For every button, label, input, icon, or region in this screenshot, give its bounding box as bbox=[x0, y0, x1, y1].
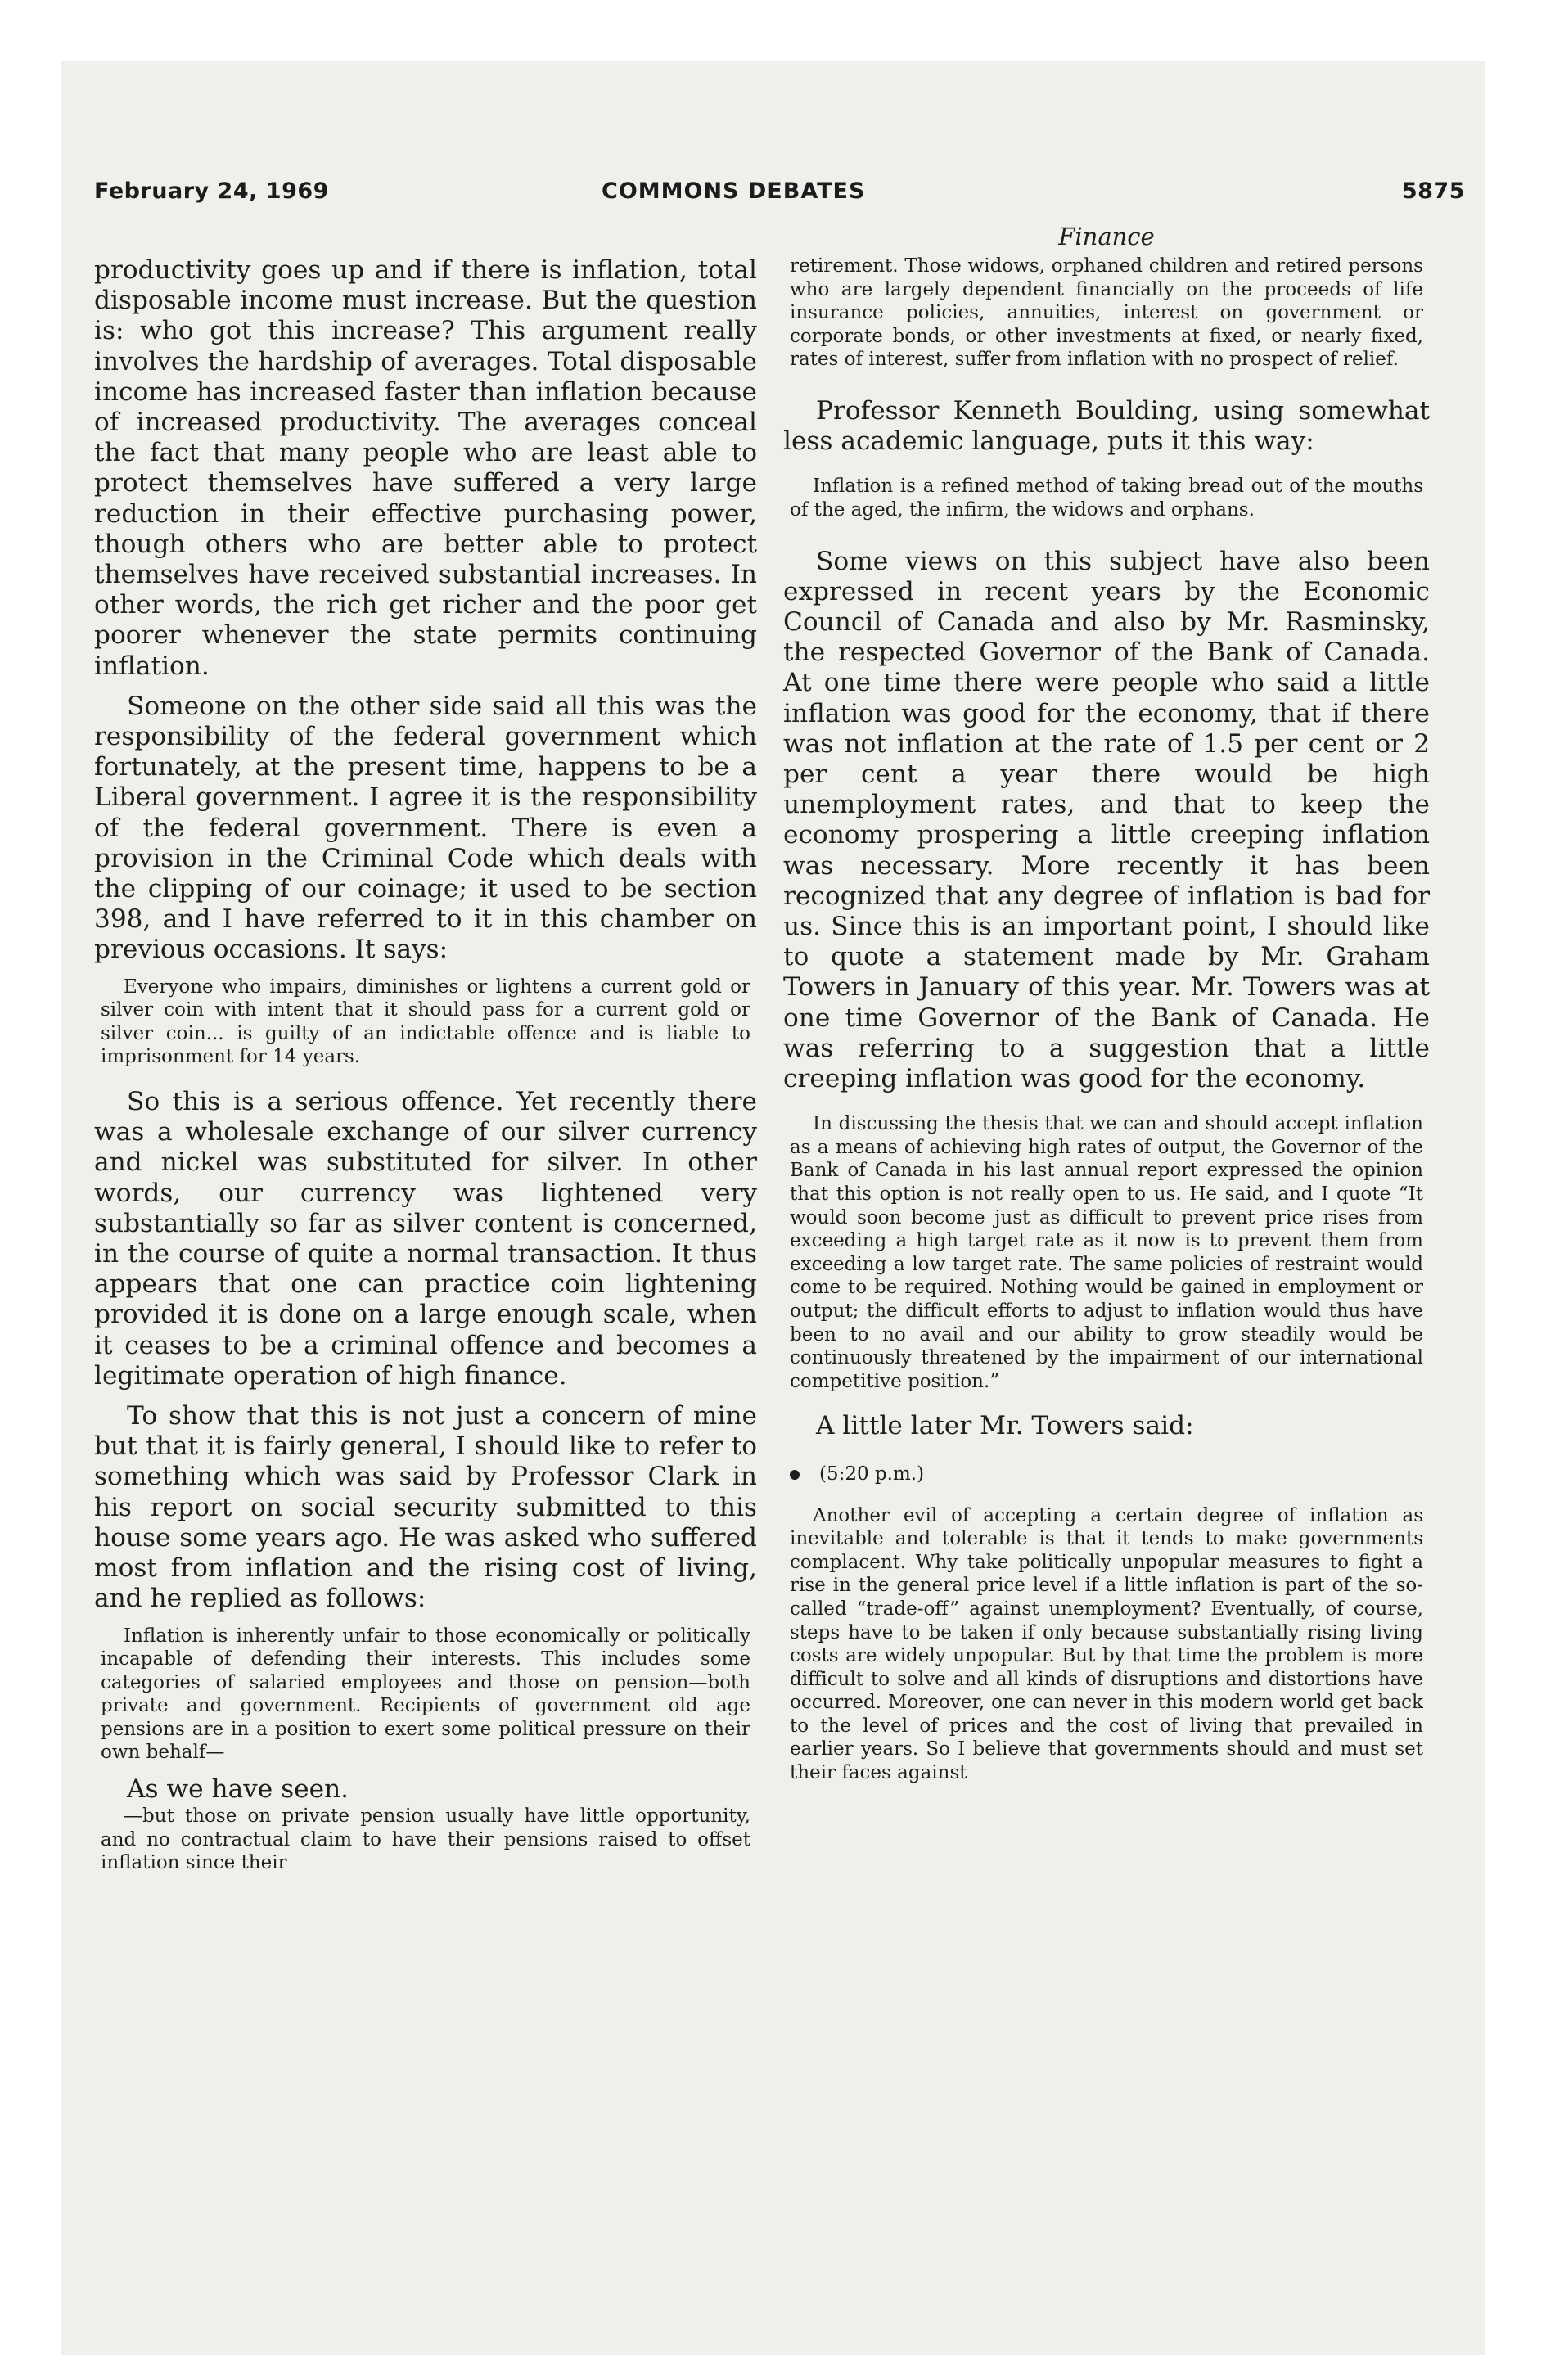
block-quote bbox=[790, 1112, 1423, 1393]
speech-block bbox=[94, 1774, 757, 1805]
quote-paragraph: Inflation is inherently unfair to those economically or politically incapable of defending their interests. This includes some categories of salaried employees and those on pension—both private and government. Recipients of government old age pensions are in a position to exert some political pressure on their own behalf— bbox=[101, 1625, 750, 1764]
page-number: 5875 bbox=[1401, 178, 1465, 204]
header-title: COMMONS DEBATES bbox=[602, 178, 866, 204]
header-date: February 24, 1969 bbox=[94, 178, 329, 204]
running-head bbox=[94, 178, 1465, 214]
speech-block bbox=[783, 1411, 1430, 1441]
quote-paragraph: Inflation is a refined method of taking bread out of the mouths of the aged, the infirm, the widows and orphans. bbox=[790, 476, 1423, 521]
block-quote bbox=[790, 475, 1423, 521]
paragraph: As we have seen. bbox=[127, 1774, 349, 1805]
paragraph: Someone on the other side said all this was the responsibility of the federal government which fortunately, at the present time, happens to be a Liberal government. I agree it is the responsibility of the federal government. There is even a provision in the Criminal Code which deals with the clipping of our coinage; it used to be section 398, and I have referred to it in this chamber on previous occasions. It says: bbox=[94, 691, 757, 965]
section-heading: Finance bbox=[1058, 223, 1155, 250]
paragraph: productivity goes up and if there is inflation, total disposable income must increase. But the question is: who got this increase? This argument really involves the hardship of averages. Total disposable income has increased faster than inflation because of increased productivity. The averages conceal the fact that many people who are least able to protect themselves have suffered a very large reduction in their effective purchasing power, though others who are better able to protect themselves have received substantial increases. In other words, the rich get richer and the poor get poorer whenever the state permits continuing inflation. bbox=[94, 255, 757, 681]
block-quote bbox=[790, 1504, 1423, 1785]
quote-paragraph: —but those on private pension usually have little opportunity, and no contractual claim to have their pensions raised to offset inflation since their bbox=[101, 1805, 750, 1874]
quote-paragraph: In discussing the thesis that we can and should accept inflation as a means of achieving high rates of output, the Governor of the Bank of Canada in his last annual report expressed the opinion that this option is not really open to us. He said, and I quote “It would soon become just as difficult to prevent price rises from exceeding a high target rate as it now is to prevent them from exceeding a low target rate. The same policies of restraint would come to be required. Nothing would be gained in employment or output; the difficult efforts to adjust to inflation would thus have been to no avail and our ability to grow steadily would be continuously threatened by the impairment of our international competitive position.” bbox=[790, 1113, 1423, 1392]
paragraph: Professor Kenneth Boulding, using somewhat less academic language, puts it this way: bbox=[783, 395, 1430, 457]
paragraph: A little later Mr. Towers said: bbox=[816, 1411, 1194, 1441]
time-stamp-text: (5:20 p.m.) bbox=[819, 1463, 925, 1485]
block-quote bbox=[101, 1625, 750, 1765]
paragraph: So this is a serious offence. Yet recently there was a wholesale exchange of our silver currency and nickel was substituted for silver. In other words, our currency was lightened very substantially so far as silver content is concerned, in the course of quite a normal transaction. It thus appears that one can practice coin lightening provided it is done on a large enough scale, when it ceases to be a criminal offence and becomes a legitimate operation of high finance. bbox=[94, 1087, 757, 1391]
quote-paragraph: Another evil of accepting a certain degree of inflation as inevitable and tolerable is that it tends to make governments complacent. Why take politically unpopular measures to fight a rise in the general price level if a little inflation is part of the so-called “trade-off” against unemployment? Eventually, of course, steps have to be taken if only because substantially rising living costs are widely unpopular. But by that time the problem is more difficult to solve and all kinds of disruptions and distortions have occurred. Moreover, one can never in this modern world get back to the level of prices and the cost of living that prevailed in earlier years. So I believe that governments should and must set their faces against bbox=[790, 1504, 1423, 1784]
left-column bbox=[94, 255, 757, 1875]
paragraph: To show that this is not just a concern of mine but that it is fairly general, I should like to refer to something which was said by Professor Clark in his report on social security submitted to this house some years ago. He was asked who suffered most from inflation and the rising cost of living, and he replied as follows: bbox=[94, 1401, 757, 1614]
quote-paragraph: retirement. Those widows, orphaned children and retired persons who are largely dependent financially on the proceeds of life insurance policies, annuities, interest on government or corporate bonds, or other investments at fixed, or nearly fixed, rates of interest, suffer from inflation with no prospect of relief. bbox=[790, 255, 1423, 371]
paragraph: Some views on this subject have also been expressed in recent years by the Economic Council of Canada and also by Mr. Rasminsky, the respected Governor of the Bank of Canada. At one time there were people who said a little inflation was good for the economy, that if there was not inflation at the rate of 1.5 per cent or 2 per cent a year there would be high unemployment rates, and that to keep the economy prospering a little creeping inflation was necessary. More recently it has been recognized that any degree of inflation is bad for us. Since this is an important point, I should like to quote a statement made by Mr. Graham Towers in January of this year. Mr. Towers was at one time Governor of the Bank of Canada. He was referring to a suggestion that a little creeping inflation was good for the economy. bbox=[783, 546, 1430, 1094]
speech-block bbox=[783, 396, 1430, 457]
speech-block bbox=[94, 1087, 757, 1614]
bullet-icon bbox=[790, 1470, 800, 1480]
speech-block bbox=[783, 547, 1430, 1095]
quote-paragraph: Everyone who impairs, diminishes or lightens a current gold or silver coin with intent that it should pass for a current gold or silver coin... is guilty of an indictable offence and is liable to imprisonment for 14 years. bbox=[101, 976, 750, 1068]
block-quote bbox=[790, 255, 1423, 372]
right-column bbox=[783, 222, 1430, 1785]
block-quote bbox=[101, 1805, 750, 1875]
time-stamp bbox=[790, 1462, 1430, 1486]
speech-block bbox=[94, 255, 757, 966]
block-quote bbox=[101, 976, 750, 1069]
